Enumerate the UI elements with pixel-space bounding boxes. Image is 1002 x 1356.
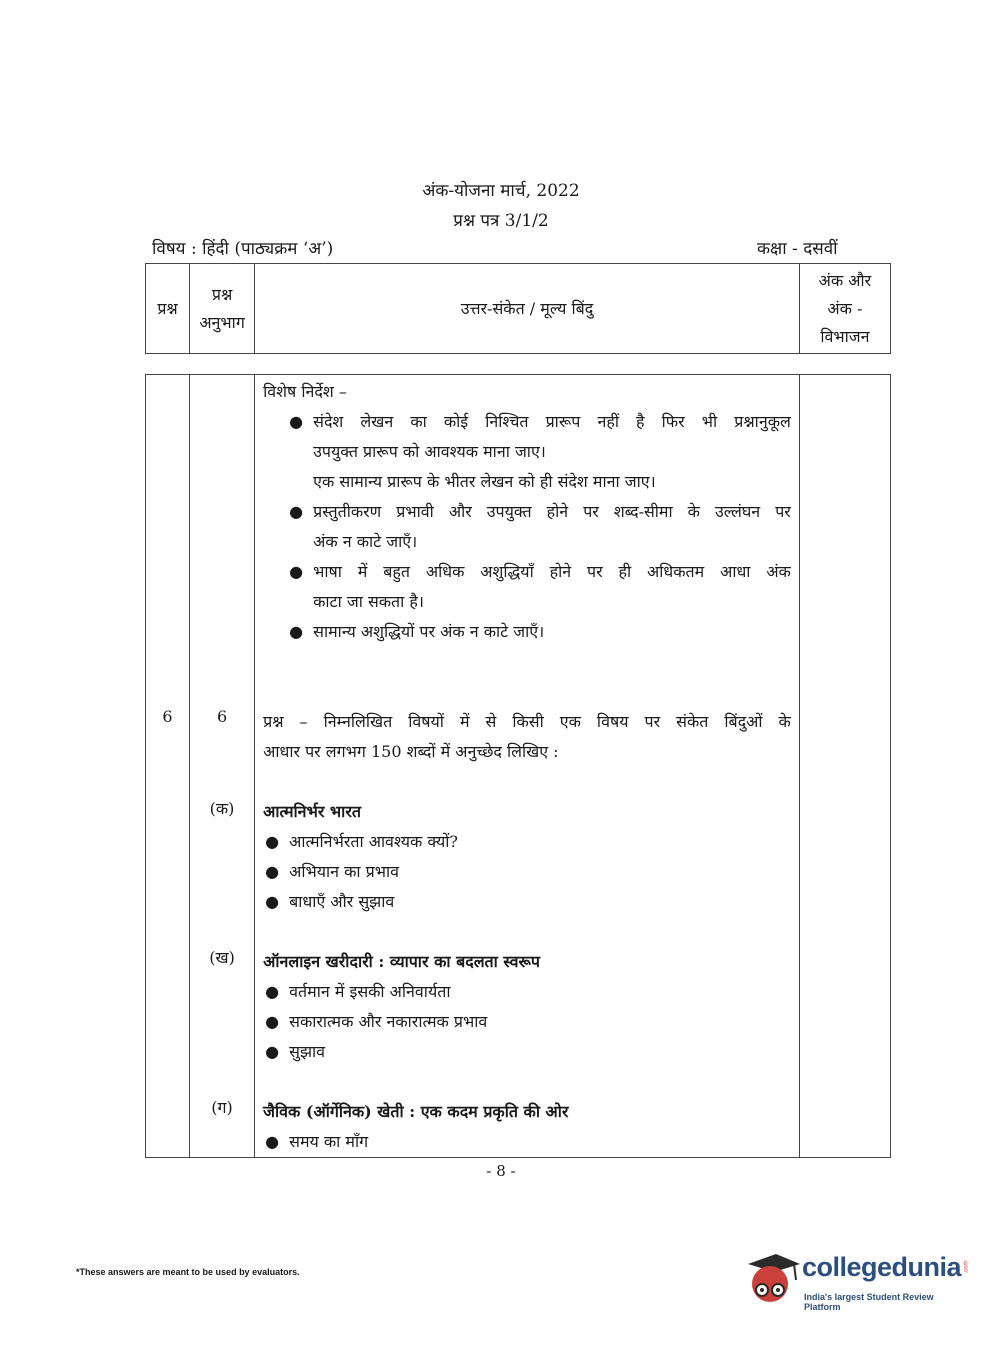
graduate-mascot-icon xyxy=(742,1250,800,1310)
bullet-dot-icon: ● xyxy=(265,982,280,1001)
point-text: सुझाव xyxy=(289,1042,326,1061)
list-item xyxy=(265,1007,791,1037)
col-marks xyxy=(799,264,890,354)
question-text-line1: प्रश्न – निम्नलिखित विषयों में से किसी एक विषय पर संकेत बिंदुओं के xyxy=(263,712,791,731)
header-table xyxy=(145,263,891,354)
question-number-cell xyxy=(146,375,190,1158)
evaluator-note: *These answers are meant to be used by evaluators. xyxy=(76,1267,300,1277)
col-section-line1: प्रश्न xyxy=(211,284,233,304)
col-section xyxy=(190,264,255,354)
option-title-ka: आत्मनिर्भर भारत xyxy=(263,802,361,821)
section-number: 6 xyxy=(216,707,228,726)
bullet-dot-icon: ● xyxy=(265,1042,280,1061)
option-label-ka: (क) xyxy=(209,799,235,818)
section-cell xyxy=(190,375,255,1158)
option-title-ga: जैविक (ऑर्गेनिक) खेती : एक कदम प्रकृति की ओर xyxy=(263,1102,569,1121)
instructions-list xyxy=(263,407,791,647)
subject-label: विषय : हिंदी (पाठ्यक्रम ‘अ’) xyxy=(152,239,334,259)
instruction-2-line1: प्रस्तुतीकरण प्रभावी और उपयुक्त होने पर शब्द-सीमा के उल्लंघन पर xyxy=(313,502,791,521)
col-answer-points: उत्तर-संकेत / मूल्य बिंदु xyxy=(255,264,800,354)
instruction-1-line1: संदेश लेखन का कोई निश्चित प्रारूप नहीं है फिर भी प्रश्नानुकूल xyxy=(313,412,791,431)
collegedunia-logo[interactable] xyxy=(742,1250,972,1314)
instruction-2-line2: अंक न काटे जाएँ। xyxy=(313,532,418,551)
bullet-dot-icon: ● xyxy=(289,622,304,641)
list-item xyxy=(265,977,791,1007)
instruction-item xyxy=(289,407,791,497)
instruction-item xyxy=(289,617,791,647)
logo-wordmark: collegedunia xyxy=(802,1252,962,1282)
answer-table xyxy=(145,374,891,1158)
marking-scheme-title: अंक-योजना मार्च, 2022 xyxy=(422,181,580,201)
col-marks-line1: अंक और xyxy=(818,270,872,290)
instruction-1-line2: उपयुक्त प्रारूप को आवश्यक माना जाए। xyxy=(313,442,546,461)
point-text: अभियान का प्रभाव xyxy=(289,862,400,881)
instruction-1-line3: एक सामान्य प्रारूप के भीतर लेखन को ही संदेश माना जाए। xyxy=(313,472,656,491)
option-label-ga: (ग) xyxy=(211,1098,233,1117)
logo-tagline: India's largest Student Review Platform xyxy=(804,1292,934,1312)
bullet-dot-icon: ● xyxy=(265,1132,280,1151)
option-label-kha: (ख) xyxy=(209,948,235,967)
answer-cell xyxy=(255,375,800,1158)
list-item xyxy=(265,887,791,917)
option-points-ga xyxy=(263,1127,791,1157)
point-text: समय का माँग xyxy=(289,1132,369,1151)
page-number: - 8 - xyxy=(486,1162,516,1180)
point-text: सकारात्मक और नकारात्मक प्रभाव xyxy=(289,1012,488,1031)
point-text: वर्तमान में इसकी अनिवार्यता xyxy=(289,982,451,1001)
list-item xyxy=(265,1127,791,1157)
class-label: कक्षा - दसवीं xyxy=(757,239,838,259)
logo-suffix: .com xyxy=(963,1260,970,1274)
bullet-dot-icon: ● xyxy=(265,832,280,851)
option-title-kha: ऑनलाइन खरीदारी : व्यापार का बदलता स्वरूप xyxy=(263,952,541,971)
list-item xyxy=(265,857,791,887)
question-number: 6 xyxy=(162,707,173,726)
answer-content xyxy=(255,375,799,1157)
option-points-kha xyxy=(263,977,791,1067)
col-marks-line3: विभाजन xyxy=(820,326,870,346)
option-points-ka xyxy=(263,827,791,917)
point-text: बाधाएँ और सुझाव xyxy=(289,892,395,911)
point-text: आत्मनिर्भरता आवश्यक क्यों? xyxy=(289,832,458,851)
bullet-dot-icon: ● xyxy=(265,1012,280,1031)
instruction-3-line2: काटा जा सकता है। xyxy=(313,592,424,611)
list-item xyxy=(265,827,791,857)
question-text-line2: आधार पर लगभग 150 शब्दों में अनुच्छेद लिखिए : xyxy=(263,742,559,761)
bullet-dot-icon: ● xyxy=(265,862,280,881)
bullet-dot-icon: ● xyxy=(289,562,304,581)
col-marks-line2: अंक - xyxy=(827,298,863,318)
instruction-item xyxy=(289,557,791,617)
instruction-item xyxy=(289,497,791,557)
col-section-line2: अनुभाग xyxy=(199,312,245,332)
marks-cell xyxy=(799,375,890,1158)
instruction-3-line1: भाषा में बहुत अधिक अशुद्धियाँ होने पर ही अधिकतम आधा अंक xyxy=(313,562,791,581)
question-paper-code: प्रश्न पत्र 3/1/2 xyxy=(453,211,549,231)
list-item xyxy=(265,1037,791,1067)
instructions-heading: विशेष निर्देश – xyxy=(263,382,347,401)
instruction-4: सामान्य अशुद्धियों पर अंक न काटे जाएँ। xyxy=(313,622,545,641)
bullet-dot-icon: ● xyxy=(265,892,280,911)
bullet-dot-icon: ● xyxy=(289,412,304,431)
bullet-dot-icon: ● xyxy=(289,502,304,521)
col-question: प्रश्न xyxy=(146,264,190,354)
